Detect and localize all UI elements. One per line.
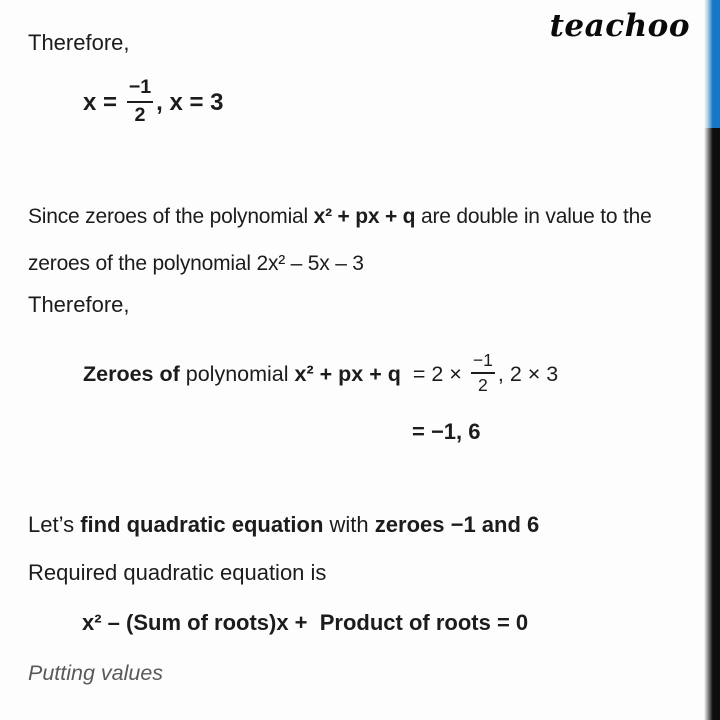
fraction-numerator: −1	[127, 76, 153, 103]
roots-equation-suffix: , x = 3	[156, 88, 224, 116]
required-equation-line: Required quadratic equation is	[28, 560, 327, 585]
lets-normal-2: with	[323, 512, 375, 537]
since-line1-normal: Since zeroes of the polynomial	[28, 205, 314, 228]
zeroes-equation-tail: , 2 × 3	[497, 361, 559, 386]
edge-bar-black-segment	[704, 128, 720, 720]
zeroes-equation-equals: = 2 ×	[400, 361, 468, 386]
edge-bar-blue-segment	[704, 0, 720, 128]
zeroes-equation-lead-bold: Zeroes of	[83, 361, 180, 386]
since-paragraph	[28, 193, 652, 287]
since-paragraph-line-2: zeroes of the polynomial 2x² – 5x – 3	[28, 252, 364, 275]
fraction-minus-one-half	[127, 76, 153, 127]
lets-bold-2: zeroes −1 and 6	[374, 512, 540, 537]
fraction-numerator: −1	[471, 350, 495, 374]
zeroes-equation-polynomial-bold: x² + px + q	[294, 361, 401, 386]
lets-normal-1: Let’s	[28, 512, 81, 537]
fraction-denominator: 2	[134, 103, 146, 126]
lets-bold-1: find quadratic equation	[80, 512, 324, 537]
roots-equation	[83, 78, 224, 129]
therefore-text-1: Therefore,	[28, 30, 130, 55]
since-paragraph-line-1	[28, 193, 652, 240]
roots-equation-prefix: x =	[83, 88, 124, 116]
fraction-denominator: 2	[477, 375, 488, 396]
zeroes-result: = −1, 6	[412, 419, 481, 444]
zeroes-equation-mid: polynomial	[179, 361, 295, 386]
zeroes-equation	[83, 352, 558, 398]
fraction-minus-one-half-2	[471, 350, 495, 396]
lets-find-line	[28, 512, 539, 538]
page-edge-bar	[704, 0, 720, 720]
therefore-text-2: Therefore,	[28, 292, 130, 317]
since-line1-polynomial-bold: x² + px + q	[313, 205, 416, 228]
quadratic-formula-line: x² – (Sum of roots)x + Product of roots = 0	[82, 610, 529, 635]
teachoo-logo: teachoo	[549, 8, 690, 44]
since-line1-tail: are double in value to the	[415, 205, 652, 228]
putting-values-text: Putting values	[28, 661, 164, 685]
